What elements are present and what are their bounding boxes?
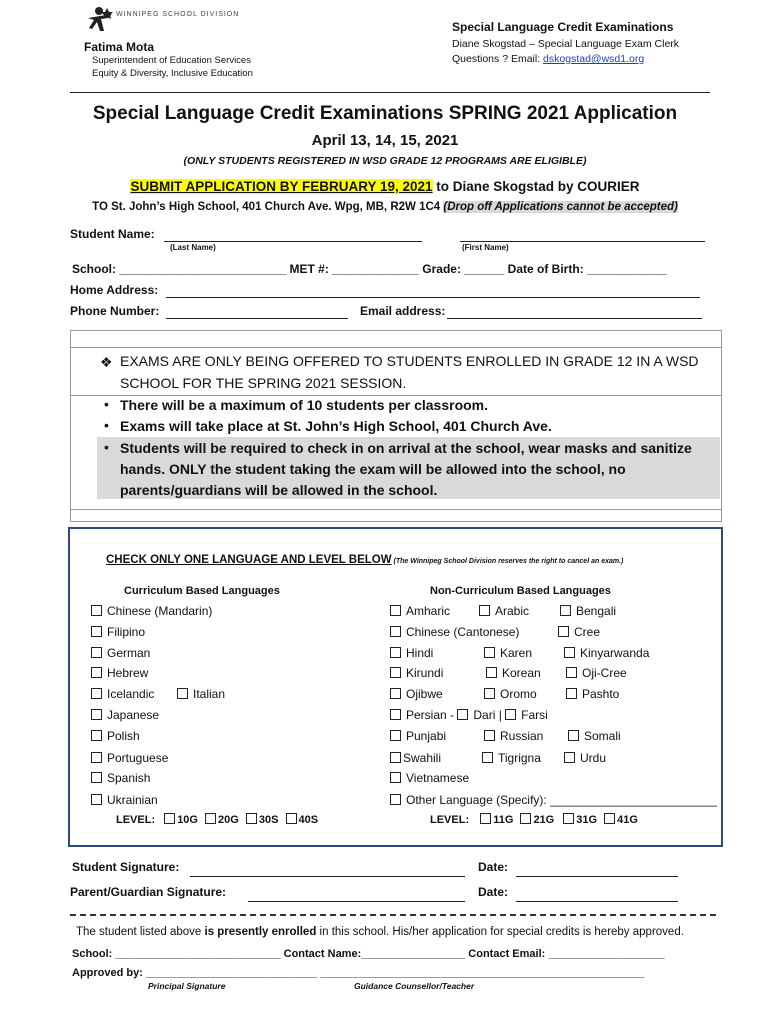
lang-persian-row[interactable] bbox=[390, 708, 548, 722]
lang-urdu[interactable]: Urdu bbox=[564, 751, 606, 765]
email-link[interactable]: dskogstad@wsd1.org bbox=[543, 53, 645, 65]
lang-hindi[interactable]: Hindi bbox=[390, 646, 433, 660]
lang-arabic[interactable]: Arabic bbox=[479, 604, 529, 618]
student-signature-label: Student Signature: bbox=[72, 860, 180, 874]
logo-text: WINNIPEG SCHOOL DIVISION bbox=[116, 11, 240, 18]
checkbox-icon bbox=[91, 772, 102, 783]
page-title: Special Language Credit Examinations SPRING 2021 Application bbox=[92, 103, 678, 124]
lang-polish[interactable]: Polish bbox=[91, 729, 140, 743]
level-11g[interactable]: 11G bbox=[480, 814, 513, 826]
person-name: Fatima Mota bbox=[84, 40, 155, 54]
lang-kinyarwanda[interactable]: Kinyarwanda bbox=[564, 646, 649, 660]
curriculum-title: Curriculum Based Languages bbox=[124, 585, 280, 597]
submit-line bbox=[0, 179, 770, 194]
lang-swahili[interactable]: Swahili bbox=[390, 751, 441, 765]
level-10g[interactable]: 10G bbox=[164, 814, 198, 826]
date-label-1: Date: bbox=[478, 860, 509, 874]
header-right-title: Special Language Credit Examinations bbox=[452, 20, 674, 34]
student-name-label: Student Name: bbox=[70, 227, 155, 241]
lang-spanish[interactable]: Spanish bbox=[91, 771, 150, 785]
counsellor-caption: Guidance Counsellor/Teacher bbox=[354, 981, 475, 991]
first-name-field[interactable] bbox=[460, 241, 705, 242]
language-heading bbox=[106, 554, 623, 566]
person-role-2: Equity & Diversity, Inclusive Education bbox=[92, 68, 253, 79]
checkbox-icon bbox=[91, 730, 102, 741]
lang-oromo[interactable]: Oromo bbox=[484, 687, 537, 701]
notice-item-1b: SCHOOL FOR THE SPRING 2021 SESSION. bbox=[120, 375, 407, 391]
checkbox-icon bbox=[91, 626, 102, 637]
cut-line bbox=[70, 914, 716, 916]
date-label-2: Date: bbox=[478, 885, 509, 899]
lang-filipino[interactable]: Filipino bbox=[91, 625, 145, 639]
header-contact: Diane Skogstad – Special Language Exam Clerk bbox=[452, 38, 680, 50]
address-note: (Drop off Applications cannot be accepted) bbox=[443, 201, 678, 213]
lang-portuguese[interactable]: Portuguese bbox=[91, 751, 168, 765]
language-heading-note: (The Winnipeg School Division reserves the right to cancel an exam.) bbox=[391, 558, 624, 565]
header-divider bbox=[70, 92, 710, 93]
checkbox-icon bbox=[91, 667, 102, 678]
level-row-noncurriculum bbox=[430, 813, 638, 826]
lang-cree[interactable]: Cree bbox=[558, 625, 600, 639]
level-40s[interactable]: 40S bbox=[286, 814, 319, 826]
lang-amharic[interactable]: Amharic bbox=[390, 604, 450, 618]
address-line bbox=[0, 201, 770, 213]
email-prefix: Questions ? Email: bbox=[452, 53, 544, 65]
level-30s[interactable]: 30S bbox=[246, 814, 279, 826]
lang-bengali[interactable]: Bengali bbox=[560, 604, 616, 618]
lang-punjabi[interactable]: Punjabi bbox=[390, 729, 446, 743]
notice-bottom-rule bbox=[70, 509, 721, 510]
phone-field[interactable] bbox=[166, 318, 348, 319]
parent-signature-field[interactable] bbox=[248, 901, 465, 902]
notice-top-rule bbox=[70, 347, 721, 348]
wsd-logo-icon bbox=[82, 4, 122, 36]
lang-dari: Dari | bbox=[473, 708, 506, 722]
notice-item-4b: hands. ONLY the student taking the exam will be allowed into the school, no bbox=[120, 461, 626, 477]
language-heading-text: CHECK ONLY ONE LANGUAGE AND LEVEL BELOW bbox=[106, 554, 392, 566]
lang-other[interactable]: Other Language (Specify): _________________________ bbox=[390, 793, 717, 807]
date-field-2[interactable] bbox=[516, 901, 678, 902]
phone-label: Phone Number: bbox=[70, 304, 160, 318]
first-name-caption: (First Name) bbox=[462, 243, 509, 252]
parent-signature-label: Parent/Guardian Signature: bbox=[70, 885, 227, 899]
level-label: LEVEL: bbox=[116, 814, 156, 826]
checkbox-icon[interactable] bbox=[457, 709, 468, 720]
noncurriculum-title: Non-Curriculum Based Languages bbox=[430, 585, 611, 597]
last-name-field[interactable] bbox=[164, 241, 422, 242]
lang-karen[interactable]: Karen bbox=[484, 646, 532, 660]
last-name-caption: (Last Name) bbox=[170, 243, 216, 252]
level-20g[interactable]: 20G bbox=[205, 814, 239, 826]
address: TO St. John’s High School, 401 Church Ave. Wpg, MB, R2W 1C4 bbox=[92, 201, 444, 213]
lang-icelandic[interactable]: Icelandic bbox=[91, 687, 154, 701]
bullet-icon: • bbox=[104, 439, 109, 455]
lang-somali[interactable]: Somali bbox=[568, 729, 621, 743]
school-met-grade-dob-line[interactable]: School: _________________________ MET #: _____________ Grade: ______ Date of Birth: ____________ bbox=[72, 262, 668, 276]
checkbox-icon[interactable] bbox=[505, 709, 516, 720]
email-label: Email address: bbox=[360, 304, 446, 318]
approval-statement: The student listed above is presently enrolled in this school. His/her application for special credits is hereby approved. bbox=[76, 926, 684, 938]
lang-korean[interactable]: Korean bbox=[486, 666, 541, 680]
lang-ukrainian[interactable]: Ukrainian bbox=[91, 793, 158, 807]
lang-hebrew[interactable]: Hebrew bbox=[91, 666, 148, 680]
checkbox-icon bbox=[91, 794, 102, 805]
level-31g[interactable]: 31G bbox=[563, 814, 597, 826]
exam-dates: April 13, 14, 15, 2021 bbox=[311, 132, 459, 149]
notice-mid-rule bbox=[70, 395, 721, 396]
lang-russian[interactable]: Russian bbox=[484, 729, 543, 743]
lang-german[interactable]: German bbox=[91, 646, 150, 660]
person-role-1: Superintendent of Education Services bbox=[92, 55, 251, 66]
header-email-line bbox=[452, 53, 644, 65]
lang-chinese-mandarin[interactable]: Chinese (Mandarin) bbox=[91, 604, 212, 618]
lang-tigrigna[interactable]: Tigrigna bbox=[482, 751, 541, 765]
date-field-1[interactable] bbox=[516, 876, 678, 877]
lang-oji-cree[interactable]: Oji-Cree bbox=[566, 666, 627, 680]
checkbox-icon bbox=[91, 688, 102, 699]
bullet-icon: • bbox=[104, 396, 109, 412]
email-field[interactable] bbox=[447, 318, 702, 319]
notice-item-1a: EXAMS ARE ONLY BEING OFFERED TO STUDENTS ENROLLED IN GRADE 12 IN A WSD bbox=[120, 353, 699, 369]
level-41g[interactable]: 41G bbox=[604, 814, 638, 826]
notice-item-4a: Students will be required to check in on arrival at the school, wear masks and sanitize bbox=[120, 440, 692, 456]
lang-kirundi[interactable]: Kirundi bbox=[390, 666, 443, 680]
diamond-bullet-icon: ❖ bbox=[100, 354, 113, 370]
lang-farsi: Farsi bbox=[521, 708, 548, 722]
submit-deadline: SUBMIT APPLICATION BY FEBRUARY 19, 2021 bbox=[130, 179, 433, 194]
checkbox-icon bbox=[91, 647, 102, 658]
lang-persian: Persian - bbox=[406, 708, 458, 722]
eligibility-note: (ONLY STUDENTS REGISTERED IN WSD GRADE 12 PROGRAMS ARE ELIGIBLE) bbox=[183, 155, 587, 167]
lang-chinese-cantonese[interactable]: Chinese (Cantonese) bbox=[390, 625, 519, 639]
submit-courier: to Diane Skogstad by COURIER bbox=[432, 179, 640, 194]
checkbox-icon bbox=[91, 752, 102, 763]
school-contact-line[interactable]: School: ___________________________ Contact Name:_________________ Contact Email: ___________________ bbox=[72, 948, 665, 960]
home-address-label: Home Address: bbox=[70, 283, 159, 297]
home-address-field[interactable] bbox=[166, 297, 700, 298]
lang-ojibwe[interactable]: Ojibwe bbox=[390, 687, 443, 701]
level-21g[interactable]: 21G bbox=[520, 814, 554, 826]
checkbox-icon bbox=[91, 605, 102, 616]
approved-by-line[interactable]: Approved by: ____________________________ _____________________________________________________ bbox=[72, 967, 645, 979]
checkbox-icon bbox=[177, 688, 188, 699]
lang-japanese[interactable]: Japanese bbox=[91, 708, 159, 722]
principal-caption: Principal Signature bbox=[148, 981, 226, 991]
notice-item-3: Exams will take place at St. John’s High School, 401 Church Ave. bbox=[120, 418, 552, 434]
notice-item-2: There will be a maximum of 10 students per classroom. bbox=[120, 397, 489, 413]
lang-pashto[interactable]: Pashto bbox=[566, 687, 619, 701]
lang-vietnamese[interactable]: Vietnamese bbox=[390, 771, 469, 785]
checkbox-icon bbox=[91, 709, 102, 720]
student-signature-field[interactable] bbox=[190, 876, 465, 877]
lang-italian[interactable]: Italian bbox=[177, 687, 225, 701]
notice-item-4c: parents/guardians will be allowed in the school. bbox=[120, 482, 438, 498]
level-label: LEVEL: bbox=[430, 814, 470, 826]
level-row-curriculum bbox=[116, 813, 318, 826]
bullet-icon: • bbox=[104, 417, 109, 433]
